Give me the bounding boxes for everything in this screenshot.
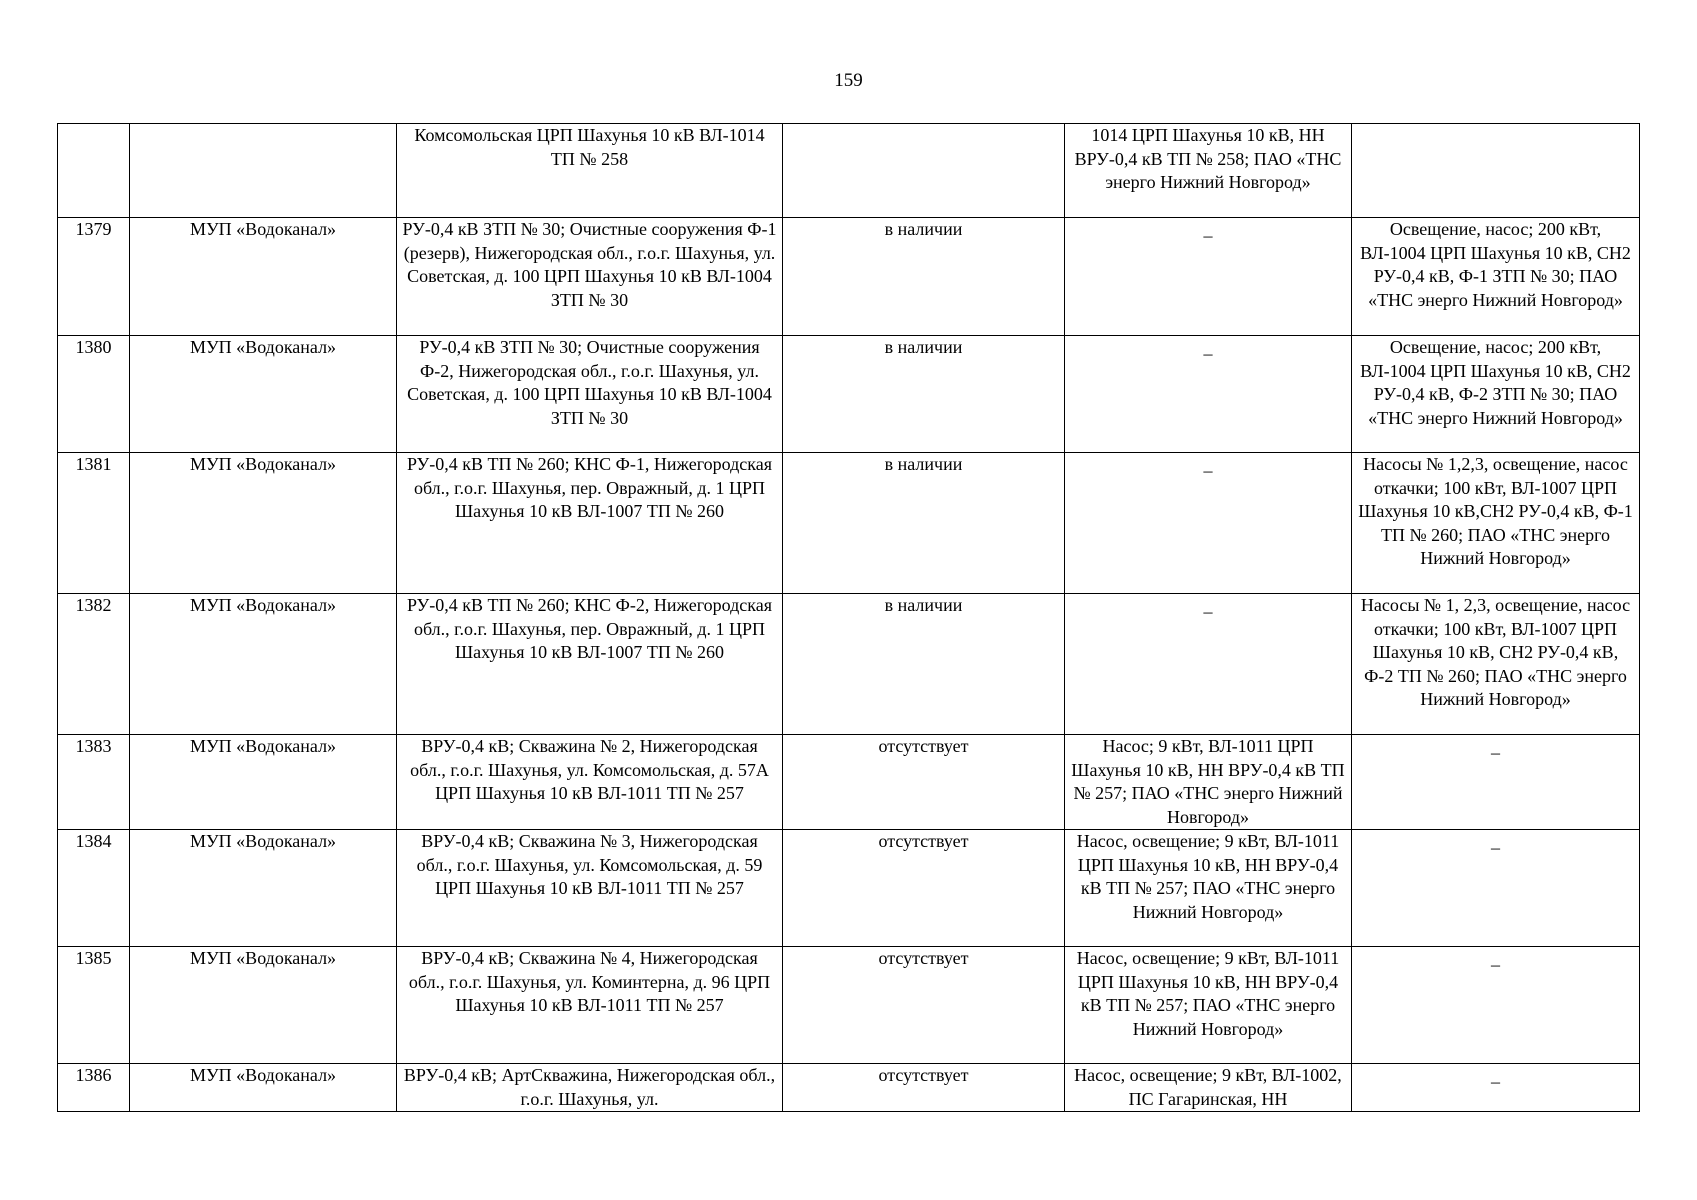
row-number-cell: 1380 [58,336,130,453]
table-row [58,218,1640,336]
organization-cell: МУП «Водоканал» [130,947,397,1064]
object-cell: РУ-0,4 кВ ТП № 260; КНС Ф-2, Нижегородская обл., г.о.г. Шахунья, пер. Овражный, д. 1 ЦРП Шахунья 10 кВ ВЛ-1007 ТП № 260 [397,594,783,735]
table-row [58,124,1640,218]
object-cell: ВРУ-0,4 кВ; Скважина № 3, Нижегородская обл., г.о.г. Шахунья, ул. Комсомольская, д. 59 ЦРП Шахунья 10 кВ ВЛ-1011 ТП № 257 [397,830,783,947]
object-cell: РУ-0,4 кВ ТП № 260; КНС Ф-1, Нижегородская обл., г.о.г. Шахунья, пер. Овражный, д. 1 ЦРП Шахунья 10 кВ ВЛ-1007 ТП № 260 [397,453,783,594]
load-cell: Насосы № 1, 2,3, освещение, насос откачки; 100 кВт, ВЛ-1007 ЦРП Шахунья 10 кВ, СН2 РУ-0,4 кВ, Ф-2 ТП № 260; ПАО «ТНС энерго Нижний Новгород» [1352,594,1640,735]
parallel-cell: Насос, освещение; 9 кВт, ВЛ-1011 ЦРП Шахунья 10 кВ, НН ВРУ-0,4 кВ ТП № 257; ПАО «ТНС энерго Нижний Новгород» [1065,947,1352,1064]
parallel-cell: Насос, освещение; 9 кВт, ВЛ-1002, ПС Гагаринская, НН [1065,1064,1352,1112]
page-number: 159 [834,70,863,91]
table-row [58,594,1640,735]
organization-cell: МУП «Водоканал» [130,1064,397,1112]
object-cell: ВРУ-0,4 кВ; АртСкважина, Нижегородская обл., г.о.г. Шахунья, ул. [397,1064,783,1112]
load-cell: Освещение, насос; 200 кВт, ВЛ-1004 ЦРП Шахунья 10 кВ, СН2 РУ-0,4 кВ, Ф-1 ЗТП № 30; ПАО «ТНС энерго Нижний Новгород» [1352,218,1640,336]
parallel-cell: _ [1065,336,1352,453]
table-row [58,1064,1640,1112]
availability-cell: отсутствует [783,1064,1065,1112]
parallel-cell: _ [1065,453,1352,594]
organization-cell: МУП «Водоканал» [130,594,397,735]
load-cell [1352,124,1640,218]
availability-cell: отсутствует [783,947,1065,1064]
table-row [58,947,1640,1064]
parallel-cell: Насос, освещение; 9 кВт, ВЛ-1011 ЦРП Шахунья 10 кВ, НН ВРУ-0,4 кВ ТП № 257; ПАО «ТНС энерго Нижний Новгород» [1065,830,1352,947]
row-number-cell: 1382 [58,594,130,735]
table-row [58,336,1640,453]
object-cell: Комсомольская ЦРП Шахунья 10 кВ ВЛ-1014 ТП № 258 [397,124,783,218]
availability-cell: в наличии [783,336,1065,453]
row-number-cell: 1379 [58,218,130,336]
availability-cell: в наличии [783,218,1065,336]
row-number-cell: 1384 [58,830,130,947]
availability-cell: отсутствует [783,735,1065,830]
parallel-cell: _ [1065,218,1352,336]
load-cell: Освещение, насос; 200 кВт, ВЛ-1004 ЦРП Шахунья 10 кВ, СН2 РУ-0,4 кВ, Ф-2 ЗТП № 30; ПАО «ТНС энерго Нижний Новгород» [1352,336,1640,453]
row-number-cell: 1385 [58,947,130,1064]
availability-cell: отсутствует [783,830,1065,947]
row-number-cell: 1381 [58,453,130,594]
organization-cell: МУП «Водоканал» [130,830,397,947]
organization-cell: МУП «Водоканал» [130,218,397,336]
registry-table [57,123,1640,1112]
availability-cell: в наличии [783,594,1065,735]
load-cell: _ [1352,1064,1640,1112]
table-row [58,735,1640,830]
organization-cell: МУП «Водоканал» [130,453,397,594]
parallel-cell: _ [1065,594,1352,735]
table-row [58,453,1640,594]
object-cell: ВРУ-0,4 кВ; Скважина № 4, Нижегородская обл., г.о.г. Шахунья, ул. Коминтерна, д. 96 ЦРП Шахунья 10 кВ ВЛ-1011 ТП № 257 [397,947,783,1064]
load-cell: Насосы № 1,2,3, освещение, насос откачки; 100 кВт, ВЛ-1007 ЦРП Шахунья 10 кВ,СН2 РУ-0,4 кВ, Ф-1 ТП № 260; ПАО «ТНС энерго Нижний Новгород» [1352,453,1640,594]
row-number-cell: 1383 [58,735,130,830]
table-row [58,830,1640,947]
availability-cell [783,124,1065,218]
object-cell: РУ-0,4 кВ ЗТП № 30; Очистные сооружения Ф-1 (резерв), Нижегородская обл., г.о.г. Шахунья, ул. Советская, д. 100 ЦРП Шахунья 10 кВ ВЛ-1004 ЗТП № 30 [397,218,783,336]
organization-cell: МУП «Водоканал» [130,336,397,453]
organization-cell [130,124,397,218]
load-cell: _ [1352,830,1640,947]
parallel-cell: 1014 ЦРП Шахунья 10 кВ, НН ВРУ-0,4 кВ ТП № 258; ПАО «ТНС энерго Нижний Новгород» [1065,124,1352,218]
availability-cell: в наличии [783,453,1065,594]
row-number-cell: 1386 [58,1064,130,1112]
load-cell: _ [1352,735,1640,830]
object-cell: ВРУ-0,4 кВ; Скважина № 2, Нижегородская обл., г.о.г. Шахунья, ул. Комсомольская, д. 57А ЦРП Шахунья 10 кВ ВЛ-1011 ТП № 257 [397,735,783,830]
parallel-cell: Насос; 9 кВт, ВЛ-1011 ЦРП Шахунья 10 кВ, НН ВРУ-0,4 кВ ТП № 257; ПАО «ТНС энерго Нижний Новгород» [1065,735,1352,830]
load-cell: _ [1352,947,1640,1064]
row-number-cell [58,124,130,218]
organization-cell: МУП «Водоканал» [130,735,397,830]
object-cell: РУ-0,4 кВ ЗТП № 30; Очистные сооружения Ф-2, Нижегородская обл., г.о.г. Шахунья, ул. Советская, д. 100 ЦРП Шахунья 10 кВ ВЛ-1004 ЗТП № 30 [397,336,783,453]
